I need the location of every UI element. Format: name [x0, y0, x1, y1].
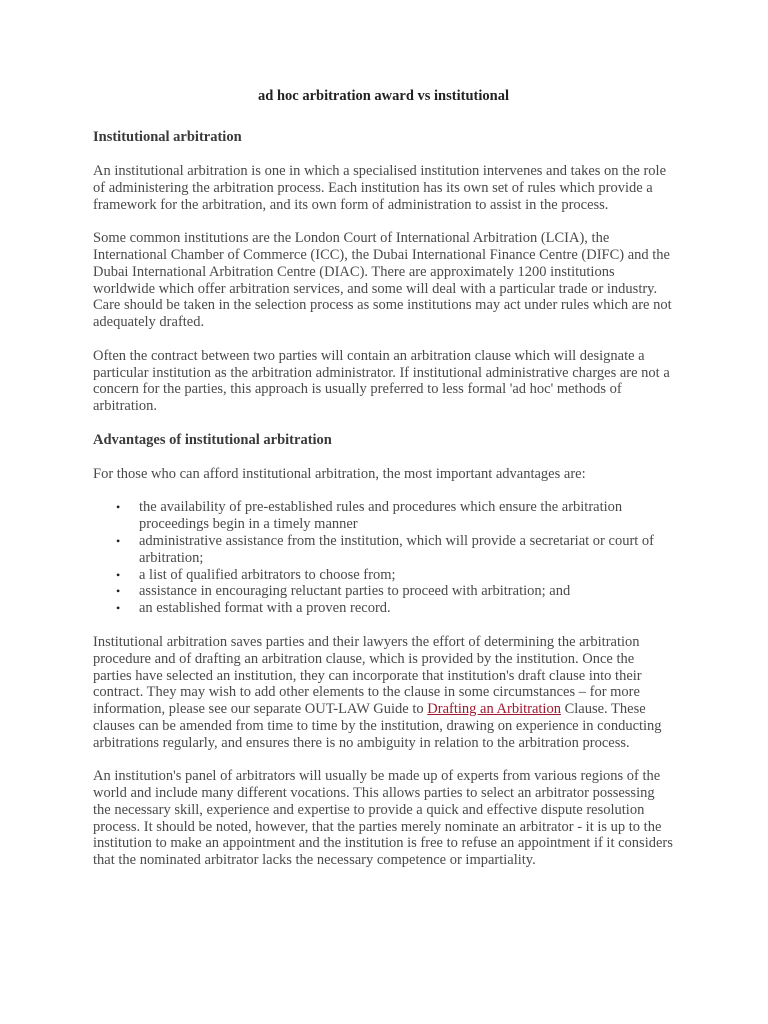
paragraph-text: Institutional arbitration saves parties and their lawyers the effort of determining the arbitration procedure and of drafting an arbitration clause, which is provided by the institution. Once the parties have selected an institution, they can incorporate that institution's draft clause into their contract. They may wish to add other elements to the clause in some circumstances – for more information, please see our separate OUT-LAW Guide to [93, 633, 642, 718]
drafting-arbitration-link[interactable]: Drafting an Arbitration [427, 701, 561, 718]
paragraph-advantages-intro: For those who can afford institutional arbitration, the most important advantages are: [93, 465, 586, 482]
document-title: ad hoc arbitration award vs institutional [258, 88, 509, 104]
bullet-icon: • [116, 567, 121, 582]
list-item-text: a list of qualified arbitrators to choose from; [139, 566, 396, 583]
paragraph-text: Clause. These clauses can be amended from time to time by the institution, drawing on experience in conducting arbitrations regularly, and ensures there is no ambiguity in relation to the arbitration process. [93, 701, 662, 751]
list-item [116, 499, 674, 533]
list-item-text: the availability of pre-established rules and procedures which ensure the arbitration proceedings begin in a timely manner [139, 499, 623, 533]
paragraph-definition: An institutional arbitration is one in which a specialised institution intervenes and takes on the role of administering the arbitration process. Each institution has its own set of rules which provide a framework for the arbitration, and its own form of administration to assist in the process. [93, 163, 667, 213]
advantages-list [93, 499, 674, 617]
list-item-text: administrative assistance from the institution, which will provide a secretariat or court of arbitration; [139, 532, 655, 566]
paragraph-institution-clause [93, 634, 674, 752]
list-item-text: assistance in encouraging reluctant parties to proceed with arbitration; and [139, 583, 571, 600]
list-item [116, 583, 674, 600]
list-item [116, 600, 674, 617]
list-item-text: an established format with a proven record. [139, 600, 391, 617]
section-heading-institutional-arbitration: Institutional arbitration [93, 129, 242, 145]
bullet-icon: • [116, 601, 121, 616]
paragraph-arbitration-clause: Often the contract between two parties will contain an arbitration clause which will designate a particular institution as the arbitration administrator. If institutional administrative charges are not a concern for the parties, this approach is usually preferred to less formal 'ad hoc' methods of arbitration. [93, 347, 670, 415]
paragraph-panel-of-arbitrators: An institution's panel of arbitrators will usually be made up of experts from various regions of the world and include many different vocations. This allows parties to select an arbitrator possessing the necessary skill, experience and expertise to provide a quick and effective dispute resolution process. It should be noted, however, that the parties merely nominate an arbitrator - it is up to the institution to make an appointment and the institution is free to refuse an appointment if it considers that the nominated arbitrator lacks the necessary competence or impartiality. [93, 768, 673, 869]
list-item [116, 532, 674, 567]
bullet-icon: • [116, 584, 121, 599]
paragraph-common-institutions: Some common institutions are the London Court of International Arbitration (LCIA), the International Chamber of Commerce (ICC), the Dubai International Finance Centre (DIFC) and the Dubai International Arbitration Centre (DIAC). There are approximately 1200 institutions worldwide which offer arbitration services, and some will deal with a particular trade or industry. Care should be taken in the selection process as some institutions may act under rules which are not adequately drafted. [93, 230, 672, 331]
bullet-icon: • [116, 500, 121, 515]
list-item [116, 566, 674, 584]
section-heading-advantages: Advantages of institutional arbitration [93, 431, 332, 448]
bullet-icon: • [116, 533, 121, 548]
